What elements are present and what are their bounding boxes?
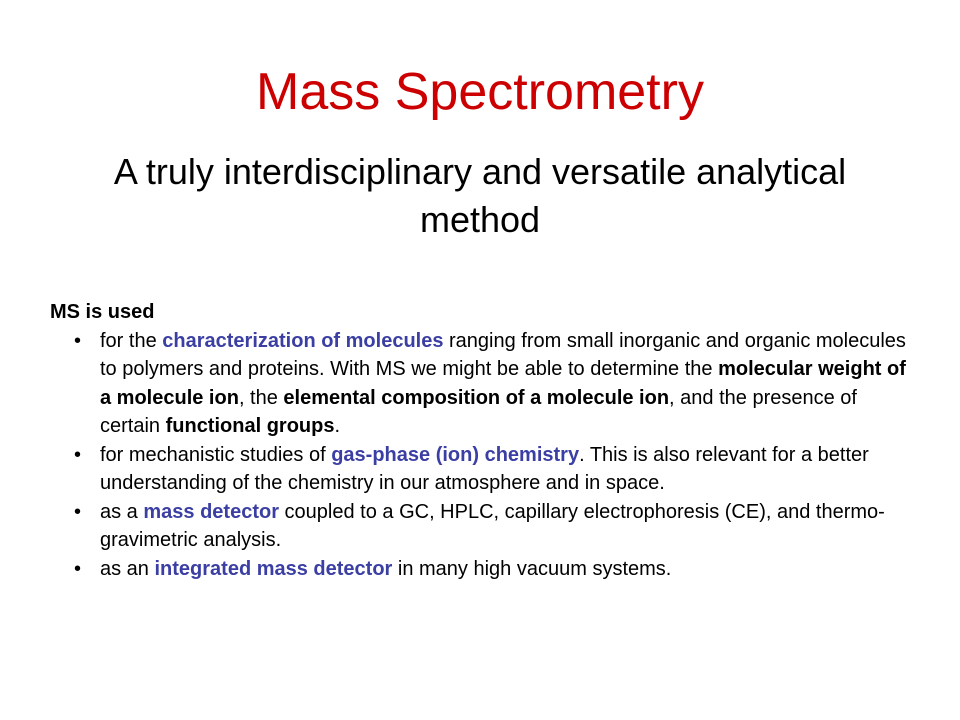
bullet-item bbox=[50, 441, 920, 498]
bullet-text: . This is also relevant for a better understanding of the chemistry in our atmosphere and in space. bbox=[100, 443, 869, 494]
bullet-bold: molecular weight of a molecule ion bbox=[100, 358, 906, 409]
slide-subtitle: A truly interdisciplinary and versatile analytical method bbox=[113, 151, 847, 240]
bullet-dot: • bbox=[74, 557, 82, 580]
bullet-highlight: gas-phase (ion) chemistry bbox=[331, 443, 580, 466]
bullet-highlight: characterization of molecules bbox=[162, 329, 444, 352]
bullet-dot: • bbox=[74, 329, 82, 352]
bullet-dot: • bbox=[74, 443, 82, 466]
bullet-text: in many high vacuum systems. bbox=[392, 557, 672, 580]
bullet-dot: • bbox=[74, 500, 82, 523]
bullet-text: for the bbox=[100, 329, 163, 352]
intro-text: MS is used bbox=[50, 301, 155, 323]
bullet-text: as an bbox=[100, 557, 155, 580]
bullet-item bbox=[50, 327, 920, 441]
bullet-highlight: mass detector bbox=[143, 500, 279, 523]
bullet-bold: elemental composition of a molecule ion bbox=[283, 386, 670, 409]
body-content bbox=[50, 298, 920, 583]
bullet-highlight: integrated mass detector bbox=[154, 557, 393, 580]
bullet-item bbox=[50, 498, 920, 555]
bullet-text: as a bbox=[100, 500, 144, 523]
bullet-text: ranging from small inorganic and organic molecules to polymers and proteins. With MS we might be able to determine the bbox=[100, 329, 906, 380]
slide-title: Mass Spectrometry bbox=[256, 63, 704, 121]
bullet-text: coupled to a GC, HPLC, capillary electrophoresis (CE), and thermo-gravimetric analysis. bbox=[100, 500, 885, 551]
bullet-list bbox=[50, 327, 920, 584]
bullet-item bbox=[50, 555, 920, 584]
bullet-text: for mechanistic studies of bbox=[100, 443, 332, 466]
bullet-text: , and the presence of certain bbox=[100, 386, 857, 437]
bullet-bold: functional groups bbox=[165, 415, 335, 437]
bullet-text: , the bbox=[238, 386, 284, 409]
bullet-text: . bbox=[334, 415, 341, 437]
